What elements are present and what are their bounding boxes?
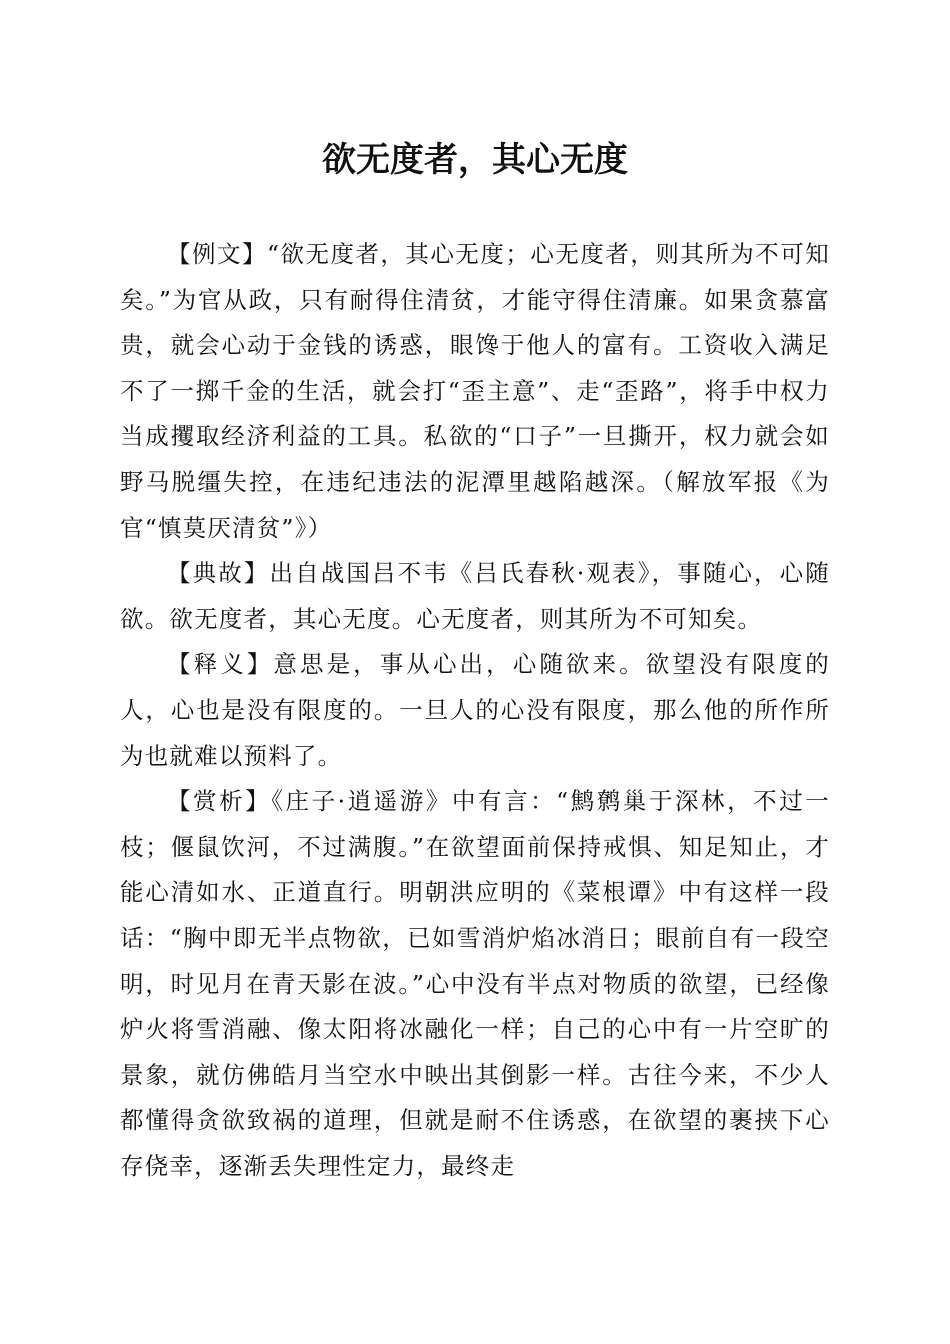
paragraph-label: 【例文】 (167, 240, 267, 268)
paragraph-text: 意思是，事从心出，心随欲来。欲望没有限度的人，心也是没有限度的。一旦人的心没有限度，那么他的所作所为也就难以预料了。 (120, 650, 830, 770)
paragraph-label: 【释义】 (167, 650, 274, 679)
paragraph-text: 出自战国吕不韦《吕氏春秋·观表》，事随心，心随欲。欲无度者，其心无度。心无度者，则其所为不可知矣。 (120, 559, 830, 633)
paragraph-label: 【典故】 (167, 559, 270, 588)
paragraph-text: 《庄子·逍遥游》中有言：“鹪鹩巢于深林，不过一枝；偃鼠饮河，不过满腹。”在欲望面前保持戒惧、知足知止，才能心清如水、正道直行。明朝洪应明的《菜根谭》中有这样一段话：“胸中即无半点物欲，已如雪消炉焰冰消日；眼前自有一段空明，时见月在青天影在波。”心中没有半点对物质的欲望，已经像炉火将雪消融、像太阳将冰融化一样；自己的心中有一片空旷的景象，就仿佛皓月当空水中映出其倒影一样。古往今来，不少人都懂得贪欲致祸的道理，但就是耐不住诱惑，在欲望的裹挟下心存侥幸，逐渐丢失理性定力，最终走 (120, 787, 830, 1180)
paragraph-label: 【赏析】 (167, 787, 272, 816)
document-body (120, 232, 830, 1189)
paragraph-text: “欲无度者，其心无度；心无度者，则其所为不可知矣。”为官从政，只有耐得住清贫，才能守得住清廉。如果贪慕富贵，就会心动于金钱的诱惑，眼馋于他人的富有。工资收入满足不了一掷千金的生活，就会打“歪主意”、走“歪路”，将手中权力当成攫取经济利益的工具。私欲的“口子”一旦撕开，权力就会如野马脱缰失控，在违纪违法的泥潭里越陷越深。（解放军报《为官“慎莫厌清贫”》） (120, 240, 830, 542)
paragraph-example (120, 232, 830, 551)
paragraph-allusion (120, 551, 830, 642)
document-title: 欲无度者，其心无度 (322, 140, 628, 180)
paragraph-appreciation (120, 779, 830, 1189)
paragraph-meaning (120, 642, 830, 779)
